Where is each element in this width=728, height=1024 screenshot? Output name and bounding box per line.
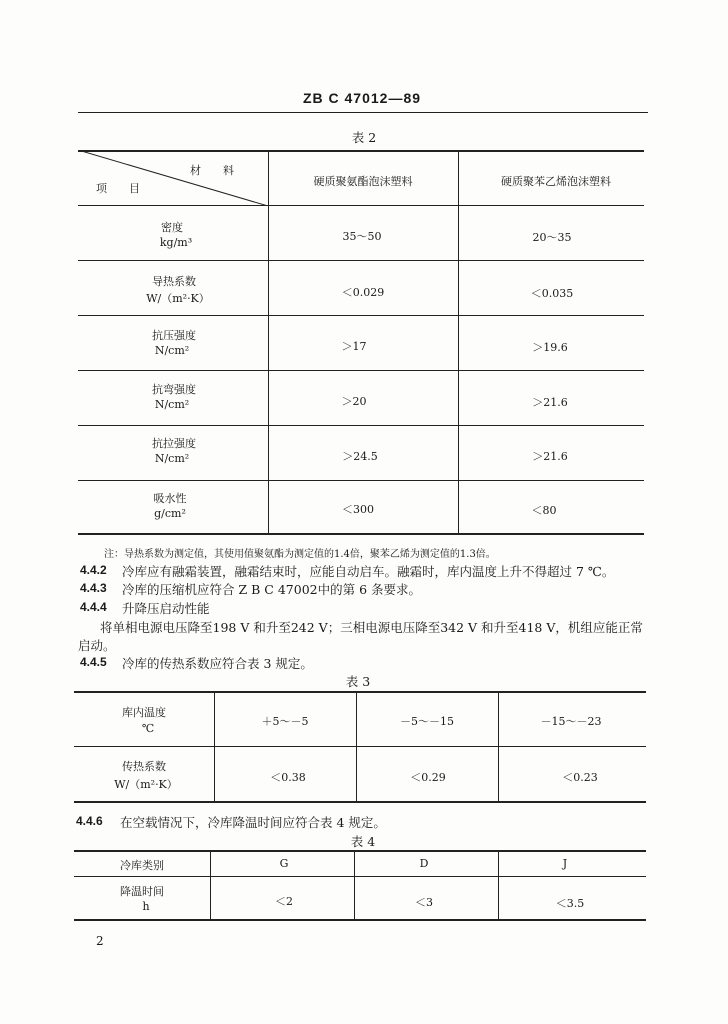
clause-text: 冷库的传热系数应符合表 3 规定。 bbox=[122, 656, 313, 671]
table2-row-unit: N/cm² bbox=[154, 452, 190, 465]
table2-row-value2: ＞21.6 bbox=[532, 450, 568, 463]
table2-row-unit: g/cm² bbox=[154, 507, 186, 520]
table2-row-value2: ＜0.035 bbox=[530, 287, 574, 300]
table2-row-unit: W/（m²·K） bbox=[146, 292, 210, 305]
clause-text: 冷库的压缩机应符合 Z B C 47002中的第 6 条要求。 bbox=[122, 582, 421, 597]
clause-text: 冷库应有融霜装置，融霜结束时，应能自动启车。融霜时，库内温度上升不得超过 7 ℃。 bbox=[122, 564, 615, 579]
table2-note: 注：导热系数为测定值，其使用值聚氨酯为测定值的1.4倍，聚苯乙烯为测定值的1.3倍。 bbox=[104, 549, 496, 560]
table3-row2-label: 传热系数 bbox=[122, 760, 166, 773]
clause-number: 4.4.6 bbox=[76, 814, 103, 828]
table3-row1-cell: ＋5～－5 bbox=[261, 715, 309, 728]
table2-row-name: 密度 bbox=[161, 221, 183, 234]
table4-row-cell: ＜3.5 bbox=[555, 897, 585, 910]
clause-number: 4.4.5 bbox=[80, 655, 107, 669]
table2-row-value1: ＜0.029 bbox=[341, 286, 385, 299]
table3-row2-unit: W/（m²·K） bbox=[114, 778, 178, 791]
table4-title: 表 4 bbox=[350, 834, 376, 849]
table2-row-name: 导热系数 bbox=[152, 275, 196, 288]
clause-text: 在空载情况下，冷库降温时间应符合表 4 规定。 bbox=[120, 815, 386, 830]
table4-header-label: 冷库类别 bbox=[120, 859, 164, 872]
header-rule bbox=[78, 112, 648, 113]
table3-row1-cell: －15～－23 bbox=[540, 715, 602, 728]
table3-row1-cell: －5～－15 bbox=[400, 715, 454, 728]
table2-row-value1: ＞20 bbox=[341, 395, 367, 408]
table2-row-value2: ＞21.6 bbox=[532, 396, 568, 409]
table2-row-value2: 20～35 bbox=[532, 231, 572, 244]
table4-row-cell: ＜3 bbox=[415, 896, 433, 909]
table2-title: 表 2 bbox=[351, 130, 377, 145]
table2-row-value1: ＞24.5 bbox=[342, 450, 378, 463]
table4-header-cell: D bbox=[419, 857, 429, 870]
table2-row-name: 抗压强度 bbox=[152, 329, 196, 342]
table3-title: 表 3 bbox=[345, 674, 371, 689]
table2-row-name: 抗弯强度 bbox=[152, 383, 196, 396]
table2-row-unit: N/cm² bbox=[154, 344, 190, 357]
table3-row1-unit: ℃ bbox=[141, 722, 155, 735]
table3-row2-cell: ＜0.29 bbox=[410, 771, 446, 784]
clause-number: 4.4.2 bbox=[80, 563, 107, 577]
table4-row-cell: ＜2 bbox=[275, 895, 293, 908]
table2-corner-top: 材 料 bbox=[190, 164, 234, 177]
table2-row-value2: ＜80 bbox=[531, 504, 557, 517]
table2-col2-header: 硬质聚苯乙烯泡沫塑料 bbox=[501, 175, 611, 188]
clause-body: 将单相电源电压降至198 V 和升至242 V；三相电源电压降至342 V 和升至418 V，机组应能正常 bbox=[100, 620, 643, 635]
document-code: ZB C 47012—89 bbox=[302, 90, 422, 106]
table2-corner-bottom: 项 目 bbox=[96, 182, 140, 195]
table4-header-cell: J bbox=[562, 857, 568, 870]
table2-row-unit: kg/m³ bbox=[159, 236, 193, 249]
clause-number: 4.4.4 bbox=[80, 600, 107, 614]
table2-row-name: 吸水性 bbox=[153, 492, 187, 505]
page-number: 2 bbox=[96, 934, 104, 948]
clause-text: 升降压启动性能 bbox=[122, 601, 210, 616]
table2-corner-diagonal bbox=[78, 150, 268, 206]
table4-row-label: 降温时间 bbox=[120, 885, 164, 898]
table4-row-unit: h bbox=[142, 900, 150, 913]
table3-row2-cell: ＜0.38 bbox=[270, 771, 306, 784]
table4-header-cell: G bbox=[279, 857, 289, 870]
table3-row2-cell: ＜0.23 bbox=[562, 771, 598, 784]
table2-row-value1: ＜300 bbox=[342, 503, 374, 516]
table2-row-value2: ＞19.6 bbox=[532, 341, 568, 354]
clause-body: 启动。 bbox=[78, 638, 116, 653]
table2-col1-header: 硬质聚氨酯泡沫塑料 bbox=[313, 175, 413, 188]
table3-row1-label: 库内温度 bbox=[122, 706, 166, 719]
table2-row-value1: ＞17 bbox=[341, 340, 367, 353]
table2-row-unit: N/cm² bbox=[154, 398, 190, 411]
table2-row-value1: 35～50 bbox=[342, 230, 382, 243]
table2-row-name: 抗拉强度 bbox=[152, 437, 196, 450]
clause-number: 4.4.3 bbox=[80, 581, 107, 595]
